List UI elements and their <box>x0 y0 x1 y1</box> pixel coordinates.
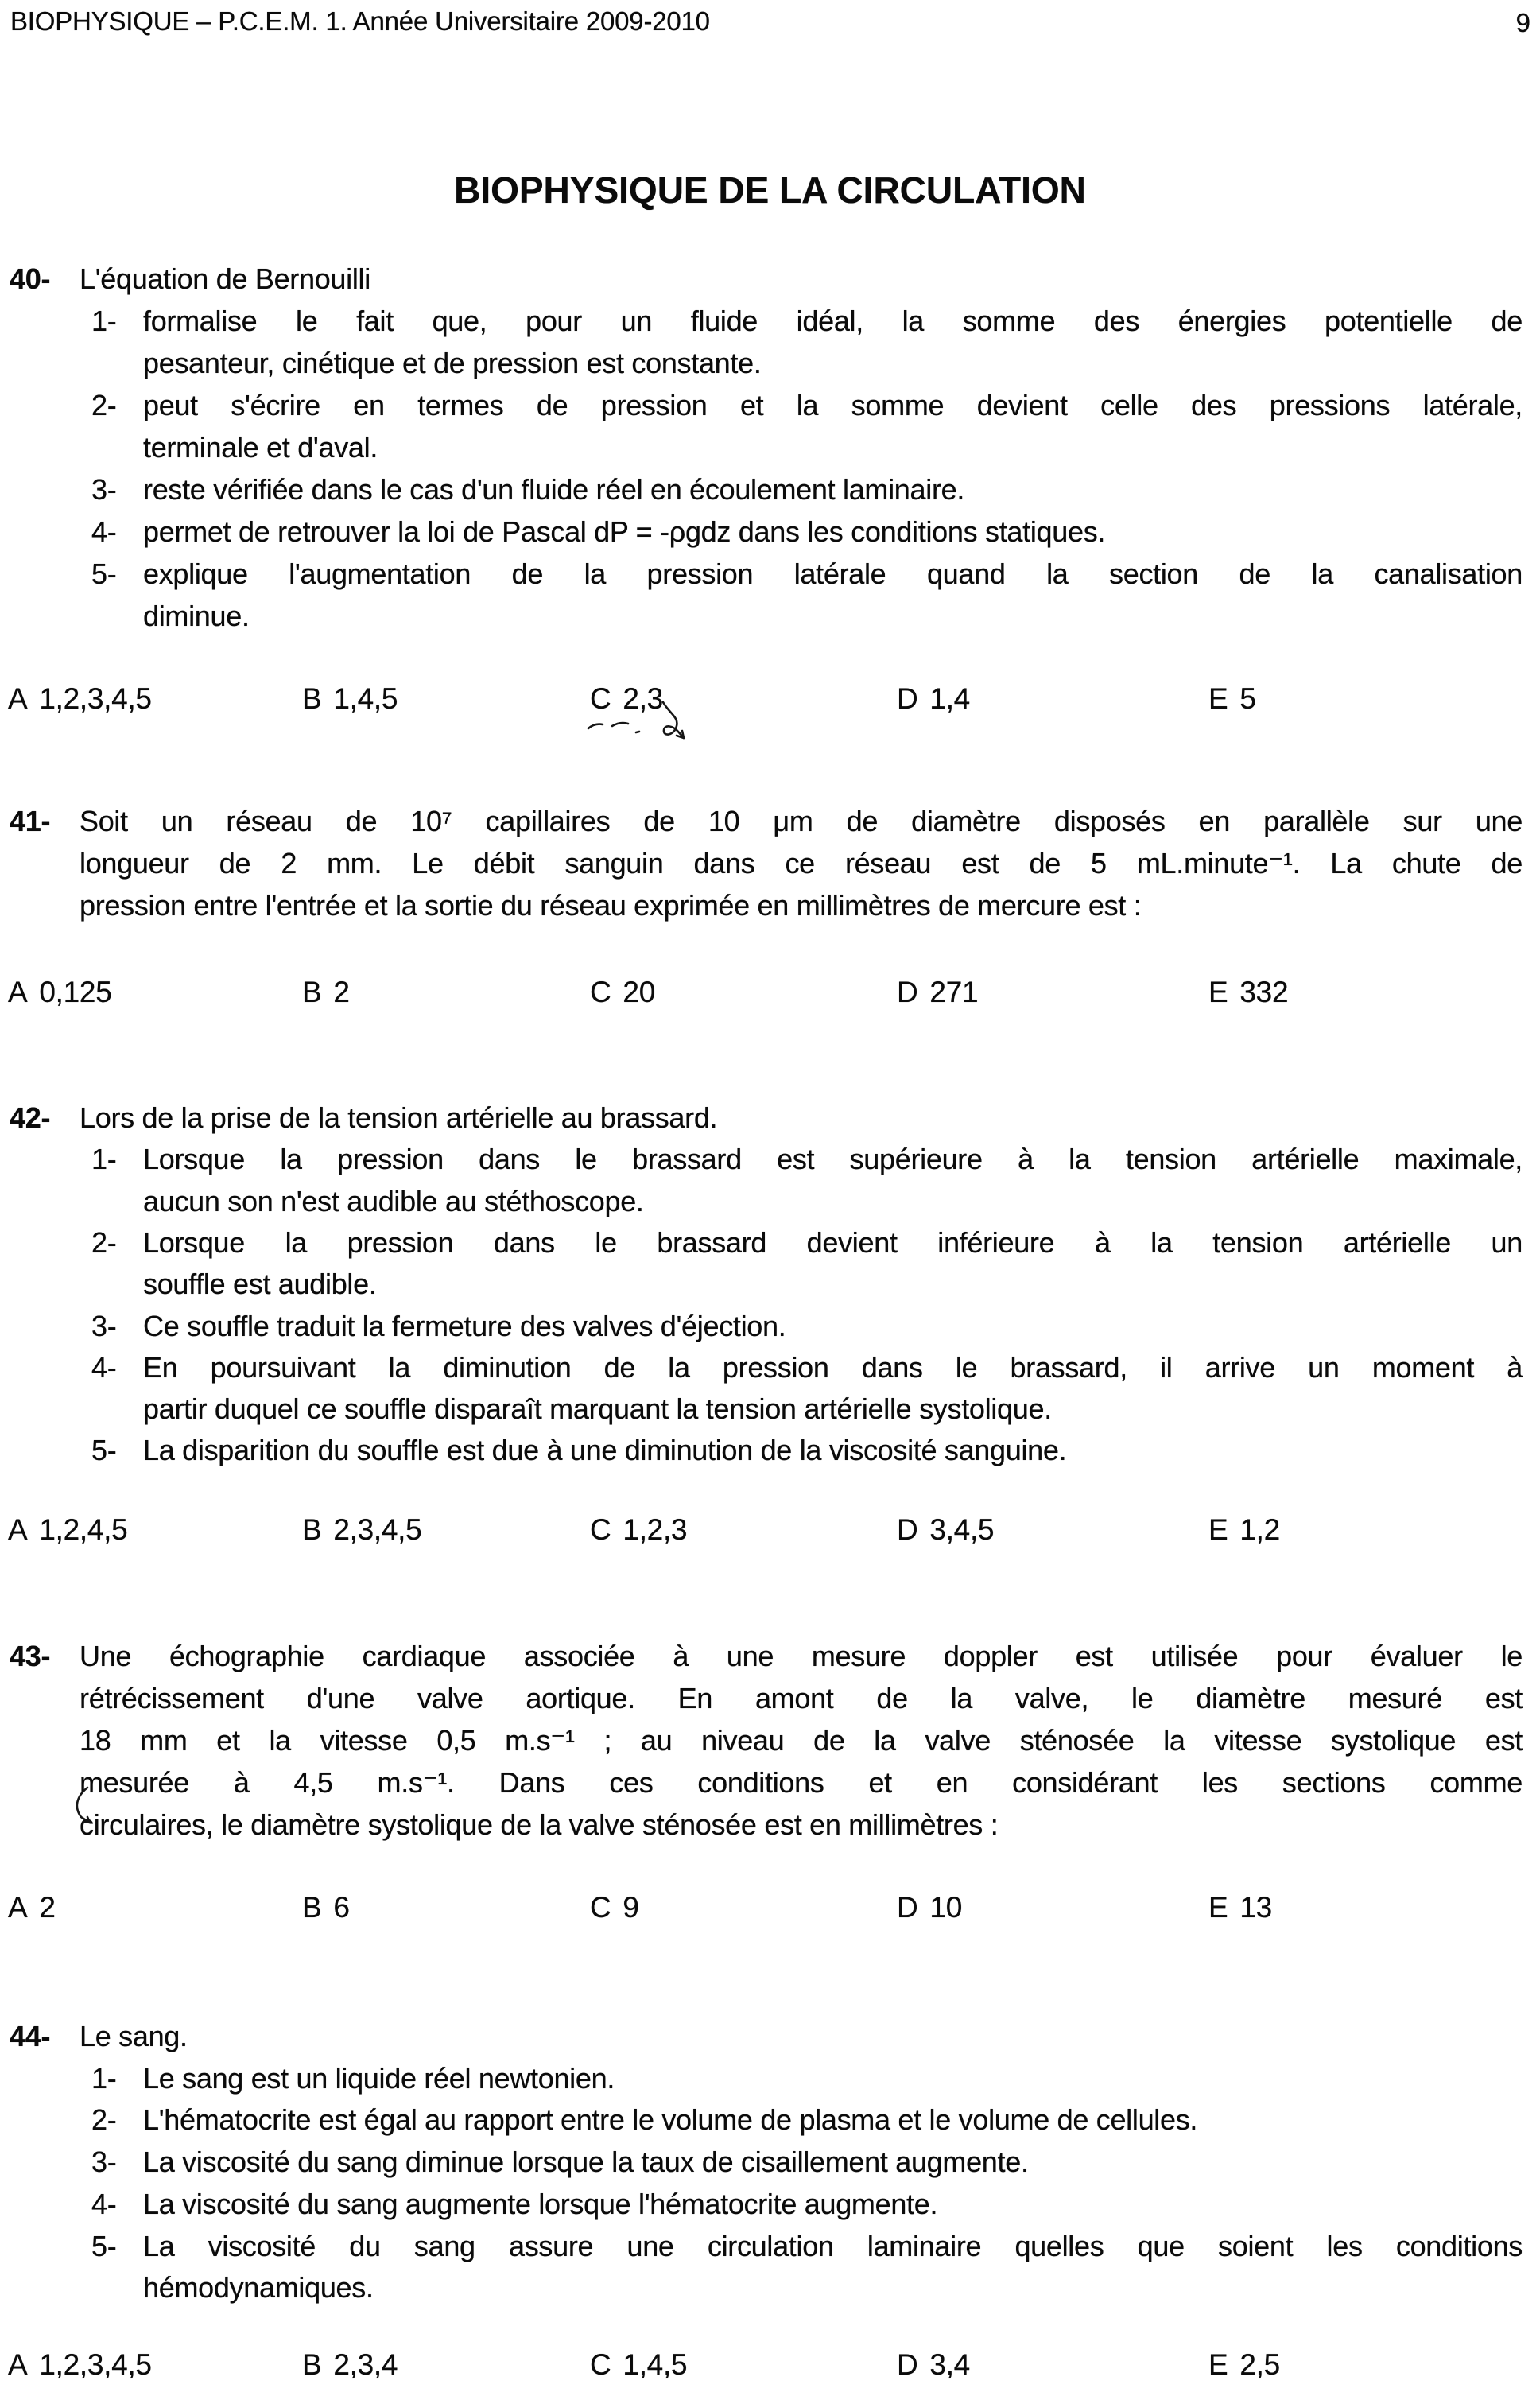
answer-letter: D <box>897 2348 918 2381</box>
item-line: reste vérifiée dans le cas d'un fluide réel en écoulement laminaire. <box>143 473 965 506</box>
item-number: 5- <box>91 2230 117 2262</box>
answer-letter: E <box>1208 2348 1228 2381</box>
item-line: terminale et d'aval. <box>143 431 378 464</box>
answer-option-C <box>590 1513 687 1547</box>
item-number: 4- <box>91 515 117 548</box>
answer-value: 0,125 <box>39 976 112 1008</box>
answer-letter: A <box>8 1513 28 1546</box>
answer-value: 2,3,4,5 <box>333 1513 422 1546</box>
answer-letter: A <box>8 2348 28 2381</box>
question-number: 41- <box>10 805 51 837</box>
answer-letter: D <box>897 1513 918 1546</box>
answer-value: 1,4,5 <box>333 682 398 715</box>
item-line: formalise le fait que, pour un fluide idéal, la somme des énergies potentielle de <box>143 305 1523 337</box>
answer-value: 2 <box>333 976 350 1008</box>
answer-option-A <box>8 2348 152 2382</box>
answer-option-E <box>1208 1513 1280 1547</box>
question-intro-line: Une échographie cardiaque associée à une mesure doppler est utilisée pour évaluer le <box>80 1640 1523 1672</box>
answers-row <box>0 2348 1540 2388</box>
item-line: Lorsque la pression dans le brassard devient inférieure à la tension artérielle un <box>143 1226 1523 1259</box>
item-number: 1- <box>91 1143 117 1175</box>
answer-option-D <box>897 976 978 1009</box>
question-intro-line: pression entre l'entrée et la sortie du réseau exprimée en millimètres de mercure est : <box>80 889 1142 922</box>
answers-row <box>0 682 1540 722</box>
item-line: explique l'augmentation de la pression latérale quand la section de la canalisation <box>143 557 1523 590</box>
question-intro-line: circulaires, le diamètre systolique de la valve sténosée est en millimètres : <box>80 1808 999 1841</box>
answer-option-D <box>897 1513 994 1547</box>
question-number: 40- <box>10 262 51 295</box>
question-intro-line: Lors de la prise de la tension artérielle au brassard. <box>80 1101 718 1134</box>
answer-option-D <box>897 682 970 716</box>
item-line: En poursuivant la diminution de la pression dans le brassard, il arrive un moment à <box>143 1351 1523 1384</box>
item-line: souffle est audible. <box>143 1268 377 1300</box>
answer-letter: E <box>1208 1513 1228 1546</box>
item-line: La disparition du souffle est due à une diminution de la viscosité sanguine. <box>143 1434 1067 1466</box>
item-line: peut s'écrire en termes de pression et la somme devient celle des pressions latérale, <box>143 389 1523 421</box>
answer-letter: E <box>1208 682 1228 715</box>
answer-value: 332 <box>1239 976 1289 1008</box>
item-line: hémodynamiques. <box>143 2271 374 2304</box>
question-intro-line: longueur de 2 mm. Le débit sanguin dans ce réseau est de 5 mL.minute⁻¹. La chute de <box>80 847 1523 880</box>
item-number: 3- <box>91 473 117 506</box>
answer-letter: B <box>302 976 322 1008</box>
answers-row <box>0 976 1540 1015</box>
answer-value: 3,4,5 <box>929 1513 995 1546</box>
answers-row <box>0 1513 1540 1553</box>
question-intro-line: Le sang. <box>80 2020 188 2052</box>
question-intro-line: L'équation de Bernouilli <box>80 262 370 295</box>
question-number: 42- <box>10 1101 51 1134</box>
answer-option-B <box>302 1513 421 1547</box>
item-line: Ce souffle traduit la fermeture des valves d'éjection. <box>143 1310 786 1342</box>
answer-letter: B <box>302 1513 322 1546</box>
item-line: pesanteur, cinétique et de pression est constante. <box>143 347 762 379</box>
question-intro-line: Soit un réseau de 10⁷ capillaires de 10 μm de diamètre disposés en parallèle sur une <box>80 805 1523 837</box>
answer-option-C <box>590 976 655 1009</box>
answer-value: 2,3 <box>623 682 663 715</box>
item-number: 3- <box>91 2145 117 2178</box>
answer-value: 1,4 <box>929 682 970 715</box>
answer-value: 1,2 <box>1239 1513 1280 1546</box>
answer-letter: C <box>590 682 611 715</box>
answer-value: 1,2,3 <box>623 1513 688 1546</box>
answer-letter: D <box>897 682 918 715</box>
document-title: BIOPHYSIQUE DE LA CIRCULATION <box>454 169 1086 211</box>
answer-value: 271 <box>929 976 979 1008</box>
question-intro-line: 18 mm et la vitesse 0,5 m.s⁻¹ ; au niveau de la valve sténosée la vitesse systolique est <box>80 1724 1523 1757</box>
page-header <box>0 6 1540 41</box>
answer-option-A <box>8 1513 127 1547</box>
answer-value: 1,2,3,4,5 <box>39 2348 152 2381</box>
answer-letter: B <box>302 682 322 715</box>
answer-letter: B <box>302 2348 322 2381</box>
answer-value: 3,4 <box>929 2348 970 2381</box>
question-intro-line: rétrécissement d'une valve aortique. En amont de la valve, le diamètre mesuré est <box>80 1682 1523 1714</box>
answer-value: 2,3,4 <box>333 2348 398 2381</box>
answer-letter: D <box>897 976 918 1008</box>
item-number: 3- <box>91 1310 117 1342</box>
answer-option-B <box>302 1891 350 1924</box>
answer-letter: D <box>897 1891 918 1924</box>
header-course-label: BIOPHYSIQUE – P.C.E.M. 1. Année Universitaire 2009-2010 <box>10 6 710 36</box>
answer-option-E <box>1208 976 1288 1009</box>
answer-option-C <box>590 2348 687 2382</box>
answer-option-E <box>1208 682 1256 716</box>
item-number: 5- <box>91 1434 117 1466</box>
answer-letter: C <box>590 1891 611 1924</box>
answer-option-A <box>8 682 152 716</box>
answer-letter: A <box>8 682 28 715</box>
handwritten-squiggle-icon <box>587 700 722 757</box>
item-line: aucun son n'est audible au stéthoscope. <box>143 1185 644 1217</box>
item-number: 2- <box>91 1226 117 1259</box>
answer-value: 20 <box>623 976 655 1008</box>
question-intro-line: mesurée à 4,5 m.s⁻¹. Dans ces conditions et en considérant les sections comme <box>80 1766 1523 1799</box>
answer-value: 1,2,3,4,5 <box>39 682 152 715</box>
answer-letter: C <box>590 976 611 1008</box>
item-line: diminue. <box>143 600 250 632</box>
answer-option-A <box>8 1891 56 1924</box>
answer-value: 2 <box>39 1891 56 1924</box>
answer-option-B <box>302 682 398 716</box>
answer-letter: B <box>302 1891 322 1924</box>
answer-option-D <box>897 1891 962 1924</box>
item-number: 2- <box>91 2103 117 2136</box>
item-number: 1- <box>91 2062 117 2095</box>
question-number: 43- <box>10 1640 51 1672</box>
answer-value: 6 <box>333 1891 350 1924</box>
page-number: 9 <box>1515 8 1530 37</box>
item-number: 1- <box>91 305 117 337</box>
answer-letter: C <box>590 2348 611 2381</box>
item-line: La viscosité du sang assure une circulation laminaire quelles que soient les conditions <box>143 2230 1523 2262</box>
answer-option-A <box>8 976 111 1009</box>
answer-letter: C <box>590 1513 611 1546</box>
answer-letter: E <box>1208 1891 1228 1924</box>
answer-option-D <box>897 2348 970 2382</box>
answer-value: 5 <box>1239 682 1256 715</box>
answer-value: 1,2,4,5 <box>39 1513 128 1546</box>
answer-value: 2,5 <box>1239 2348 1280 2381</box>
item-line: Lorsque la pression dans le brassard est supérieure à la tension artérielle maximale, <box>143 1143 1523 1175</box>
answer-option-E <box>1208 1891 1272 1924</box>
answer-value: 10 <box>929 1891 962 1924</box>
item-line: partir duquel ce souffle disparaît marquant la tension artérielle systolique. <box>143 1392 1052 1425</box>
answer-letter: E <box>1208 976 1228 1008</box>
item-line: Le sang est un liquide réel newtonien. <box>143 2062 615 2095</box>
handwritten-curl-icon <box>72 1786 114 1829</box>
answer-option-E <box>1208 2348 1280 2382</box>
answer-value: 13 <box>1239 1891 1272 1924</box>
item-number: 4- <box>91 1351 117 1384</box>
item-line: La viscosité du sang augmente lorsque l'hématocrite augmente. <box>143 2188 938 2220</box>
item-line: L'hématocrite est égal au rapport entre le volume de plasma et le volume de cellules. <box>143 2103 1198 2136</box>
item-number: 2- <box>91 389 117 421</box>
item-line: La viscosité du sang diminue lorsque la taux de cisaillement augmente. <box>143 2145 1029 2178</box>
item-line: permet de retrouver la loi de Pascal dP = -ρgdz dans les conditions statiques. <box>143 515 1106 548</box>
question-number: 44- <box>10 2020 51 2052</box>
answer-value: 9 <box>623 1891 639 1924</box>
answer-letter: A <box>8 1891 28 1924</box>
answer-value: 1,4,5 <box>623 2348 688 2381</box>
answers-row <box>0 1891 1540 1931</box>
item-number: 4- <box>91 2188 117 2220</box>
answer-option-B <box>302 2348 398 2382</box>
item-number: 5- <box>91 557 117 590</box>
answer-option-B <box>302 976 350 1009</box>
answer-letter: A <box>8 976 28 1008</box>
answer-option-C <box>590 1891 639 1924</box>
